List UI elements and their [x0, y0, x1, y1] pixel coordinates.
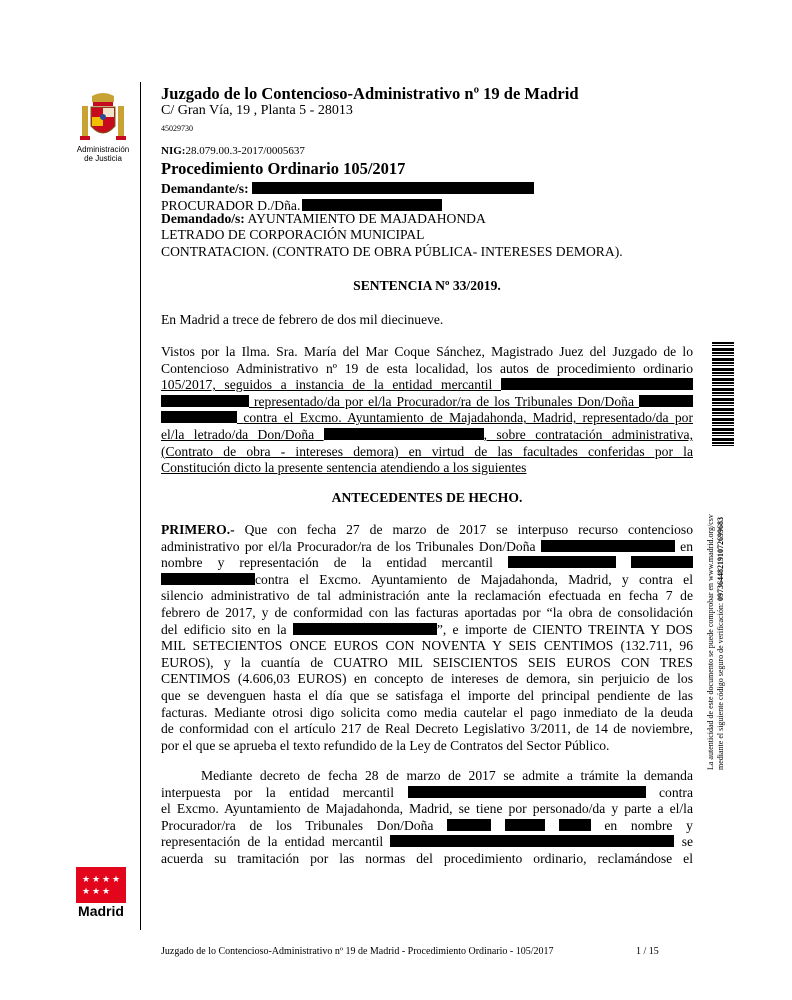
text-line: por el que se aprueba el texto refundido de la Ley de Contratos del Sector Público. — [161, 737, 610, 753]
svg-text:★: ★ — [92, 875, 101, 885]
administracion-justicia-label: Administración de Justicia — [76, 145, 130, 163]
madrid-logo — [76, 867, 126, 903]
procurador-label: PROCURADOR D./Dña. — [161, 198, 301, 213]
text-fragment: contra el Excmo. Ayuntamiento de Majadahonda, Madrid, y contra el — [255, 571, 693, 587]
redaction — [447, 819, 491, 831]
csv-note-text: mediante el siguiente código seguro de verificación: — [716, 602, 725, 770]
text-fragment: se — [681, 834, 693, 850]
redaction — [408, 786, 646, 798]
text-line — [161, 572, 693, 589]
text-line: facturas. Mediante otrosi digo solicita como media cautelar el pago inmediato de la deuda — [161, 704, 693, 720]
text-line — [161, 522, 693, 539]
procedure-title: Procedimiento Ordinario 105/2017 — [161, 159, 406, 178]
sentence-title: SENTENCIA Nº 33/2019. — [353, 278, 501, 293]
text-fragment: administrativo por el/la Procurador/ra de los Tribunales Don/Doña — [161, 538, 536, 554]
text-line — [161, 785, 693, 802]
svg-text:★: ★ — [102, 887, 111, 897]
plaintiff-line — [161, 180, 534, 197]
redaction — [390, 835, 674, 847]
defendant-value: AYUNTAMIENTO DE MAJADAHONDA — [247, 211, 486, 226]
csv-code: 0973644821910726996​83 — [716, 516, 725, 601]
text-line: que se devenguen hasta el día que se satisfaga el importe del principal pendiente de las — [161, 687, 693, 703]
text-line — [161, 834, 693, 851]
verification-barcode — [712, 342, 734, 446]
court-code: 45029730 — [161, 124, 193, 133]
redaction — [324, 428, 484, 440]
text-line — [161, 377, 693, 394]
text-line — [161, 555, 693, 572]
text-fragment: el/la letrado/da Don/Doña — [161, 426, 315, 442]
spain-coat-of-arms-logo — [78, 92, 128, 144]
contratacion-line: CONTRATACION. (CONTRATO DE OBRA PÚBLICA- INTERESES DEMORA). — [161, 244, 623, 259]
text-line — [161, 818, 693, 835]
text-fragment: en — [680, 538, 693, 554]
text-fragment: interpuesta por la entidad mercantil — [161, 784, 394, 800]
text-fragment: Procurador/ra de los Tribunales Don/Doña — [161, 817, 434, 833]
defendant-label: Demandado/s: — [161, 211, 245, 226]
redaction — [501, 378, 693, 390]
court-name: Juzgado de lo Contencioso-Administrativo nº 19 de Madrid — [161, 84, 579, 103]
svg-text:★: ★ — [82, 887, 91, 897]
csv-note-line2 — [716, 470, 726, 770]
text-fragment: del edificio sito en la — [161, 621, 287, 637]
antecedentes-title: ANTECEDENTES DE HECHO. — [331, 490, 523, 505]
court-address: C/ Gran Vía, 19 , Planta 5 - 28013 — [161, 103, 353, 118]
svg-text:★: ★ — [82, 875, 91, 885]
decreto-paragraph — [161, 768, 693, 868]
text-fragment: contra — [659, 784, 693, 800]
madrid-logo-text: Madrid — [78, 903, 124, 919]
text-line: MIL SETECIENTOS ONCE EUROS CON NOVENTA Y SEIS CENTIMOS (132.711, 96 — [161, 638, 693, 654]
redaction — [505, 819, 545, 831]
text-fragment: , sobre contratación administrativa, — [483, 426, 693, 442]
text-line: febrero de 2017, y de conformidad con las facturas aportadas por “la obra de consolidación — [161, 604, 693, 620]
page-number: 1 / 15 — [636, 946, 659, 957]
text-line — [161, 539, 693, 556]
svg-text:★: ★ — [102, 875, 111, 885]
text-line: (Contrato de obra - intereses demora) en virtud de las facultades conferidas por la — [161, 443, 693, 459]
text-line: Constitución dicto la presente sentencia atendiendo a los siguientes — [161, 460, 527, 476]
vistos-paragraph — [161, 344, 693, 477]
text-line: el Excmo. Ayuntamiento de Majadahonda, Madrid, se tiene por personado/da y parte a el/la — [161, 801, 693, 817]
text-line — [161, 427, 693, 444]
redaction — [508, 556, 616, 568]
letrado-line: LETRADO DE CORPORACIÓN MUNICIPAL — [161, 227, 425, 242]
text-line: EUROS), y la cuantía de CUATRO MIL SEISCIENTOS SEIS EUROS CON TRES — [161, 654, 693, 670]
text-line: Contencioso Administrativo nº 19 de esta localidad, los autos de procedimiento ordinario — [161, 360, 693, 376]
defendant-line — [161, 210, 486, 227]
text-line — [161, 622, 693, 639]
text-line: de conformidad con el artículo 217 de Real Decreto Legislativo 3/2011, de 14 de noviembre, — [161, 721, 693, 737]
svg-text:★: ★ — [112, 875, 121, 885]
nig-line — [161, 145, 305, 157]
text-line: Vistos por la Ilma. Sra. María del Mar Coque Sánchez, Magistrado Juez del Juzgado de lo — [161, 344, 693, 359]
text-line — [161, 394, 693, 411]
text-fragment: 105/2017, seguidos a instancia de la entidad mercantil — [161, 377, 493, 393]
nig-value: 28.079.00.3-2017/0005637 — [185, 145, 305, 157]
csv-verification-note — [706, 470, 746, 770]
margin-rule — [140, 82, 141, 930]
text-fragment: Que con fecha 27 de marzo de 2017 se interpuso recurso contencioso — [244, 522, 693, 537]
redaction — [161, 411, 237, 423]
svg-text:★: ★ — [92, 887, 101, 897]
text-line — [161, 410, 693, 427]
text-fragment: representado/da por el/la Procurador/ra de los Tribunales Don/Doña — [254, 393, 634, 409]
text-line: Mediante decreto de fecha 28 de marzo de 2017 se admite a trámite la demanda — [201, 768, 693, 783]
redaction — [161, 573, 255, 585]
csv-note-line1: La autenticidad de este documento se puede comprobar en www.madrid.org/csv — [706, 514, 715, 770]
redaction — [293, 623, 437, 635]
text-line: acuerda su tramitación por las normas del procedimiento ordinario, reclamándose el — [161, 850, 693, 866]
text-fragment: ”, e importe de CIENTO TREINTA Y DOS — [436, 621, 693, 637]
madrid-stars-icon — [76, 867, 126, 903]
text-fragment: nombre y representación de la entidad mercantil — [161, 555, 493, 571]
redaction — [161, 395, 249, 407]
redaction — [541, 540, 675, 552]
date-line: En Madrid a trece de febrero de dos mil diecinueve. — [161, 312, 444, 327]
redaction — [559, 819, 591, 831]
text-fragment: contra el Excmo. Ayuntamiento de Majadahonda, Madrid, representado/da por — [243, 410, 693, 426]
redaction — [252, 182, 534, 194]
redaction — [631, 556, 693, 568]
plaintiff-label: Demandante/s: — [161, 181, 249, 196]
primero-label: PRIMERO.- — [161, 522, 235, 537]
primero-paragraph — [161, 522, 693, 754]
text-line: CENTIMOS (4.606,03 EUROS) en concepto de intereses de demora, sin perjuicio de los — [161, 671, 693, 687]
nig-label: NIG: — [161, 145, 186, 157]
redaction — [639, 395, 693, 407]
text-fragment: en nombre y — [604, 817, 693, 833]
text-line: silencio administrativo de tal administración ante la reclamación efectuada en fecha 7 de — [161, 588, 693, 604]
text-fragment: representación de la entidad mercantil — [161, 834, 384, 850]
page-footer: Juzgado de lo Contencioso-Administrativo nº 19 de Madrid - Procedimiento Ordinario - 105/2017 — [161, 946, 554, 957]
